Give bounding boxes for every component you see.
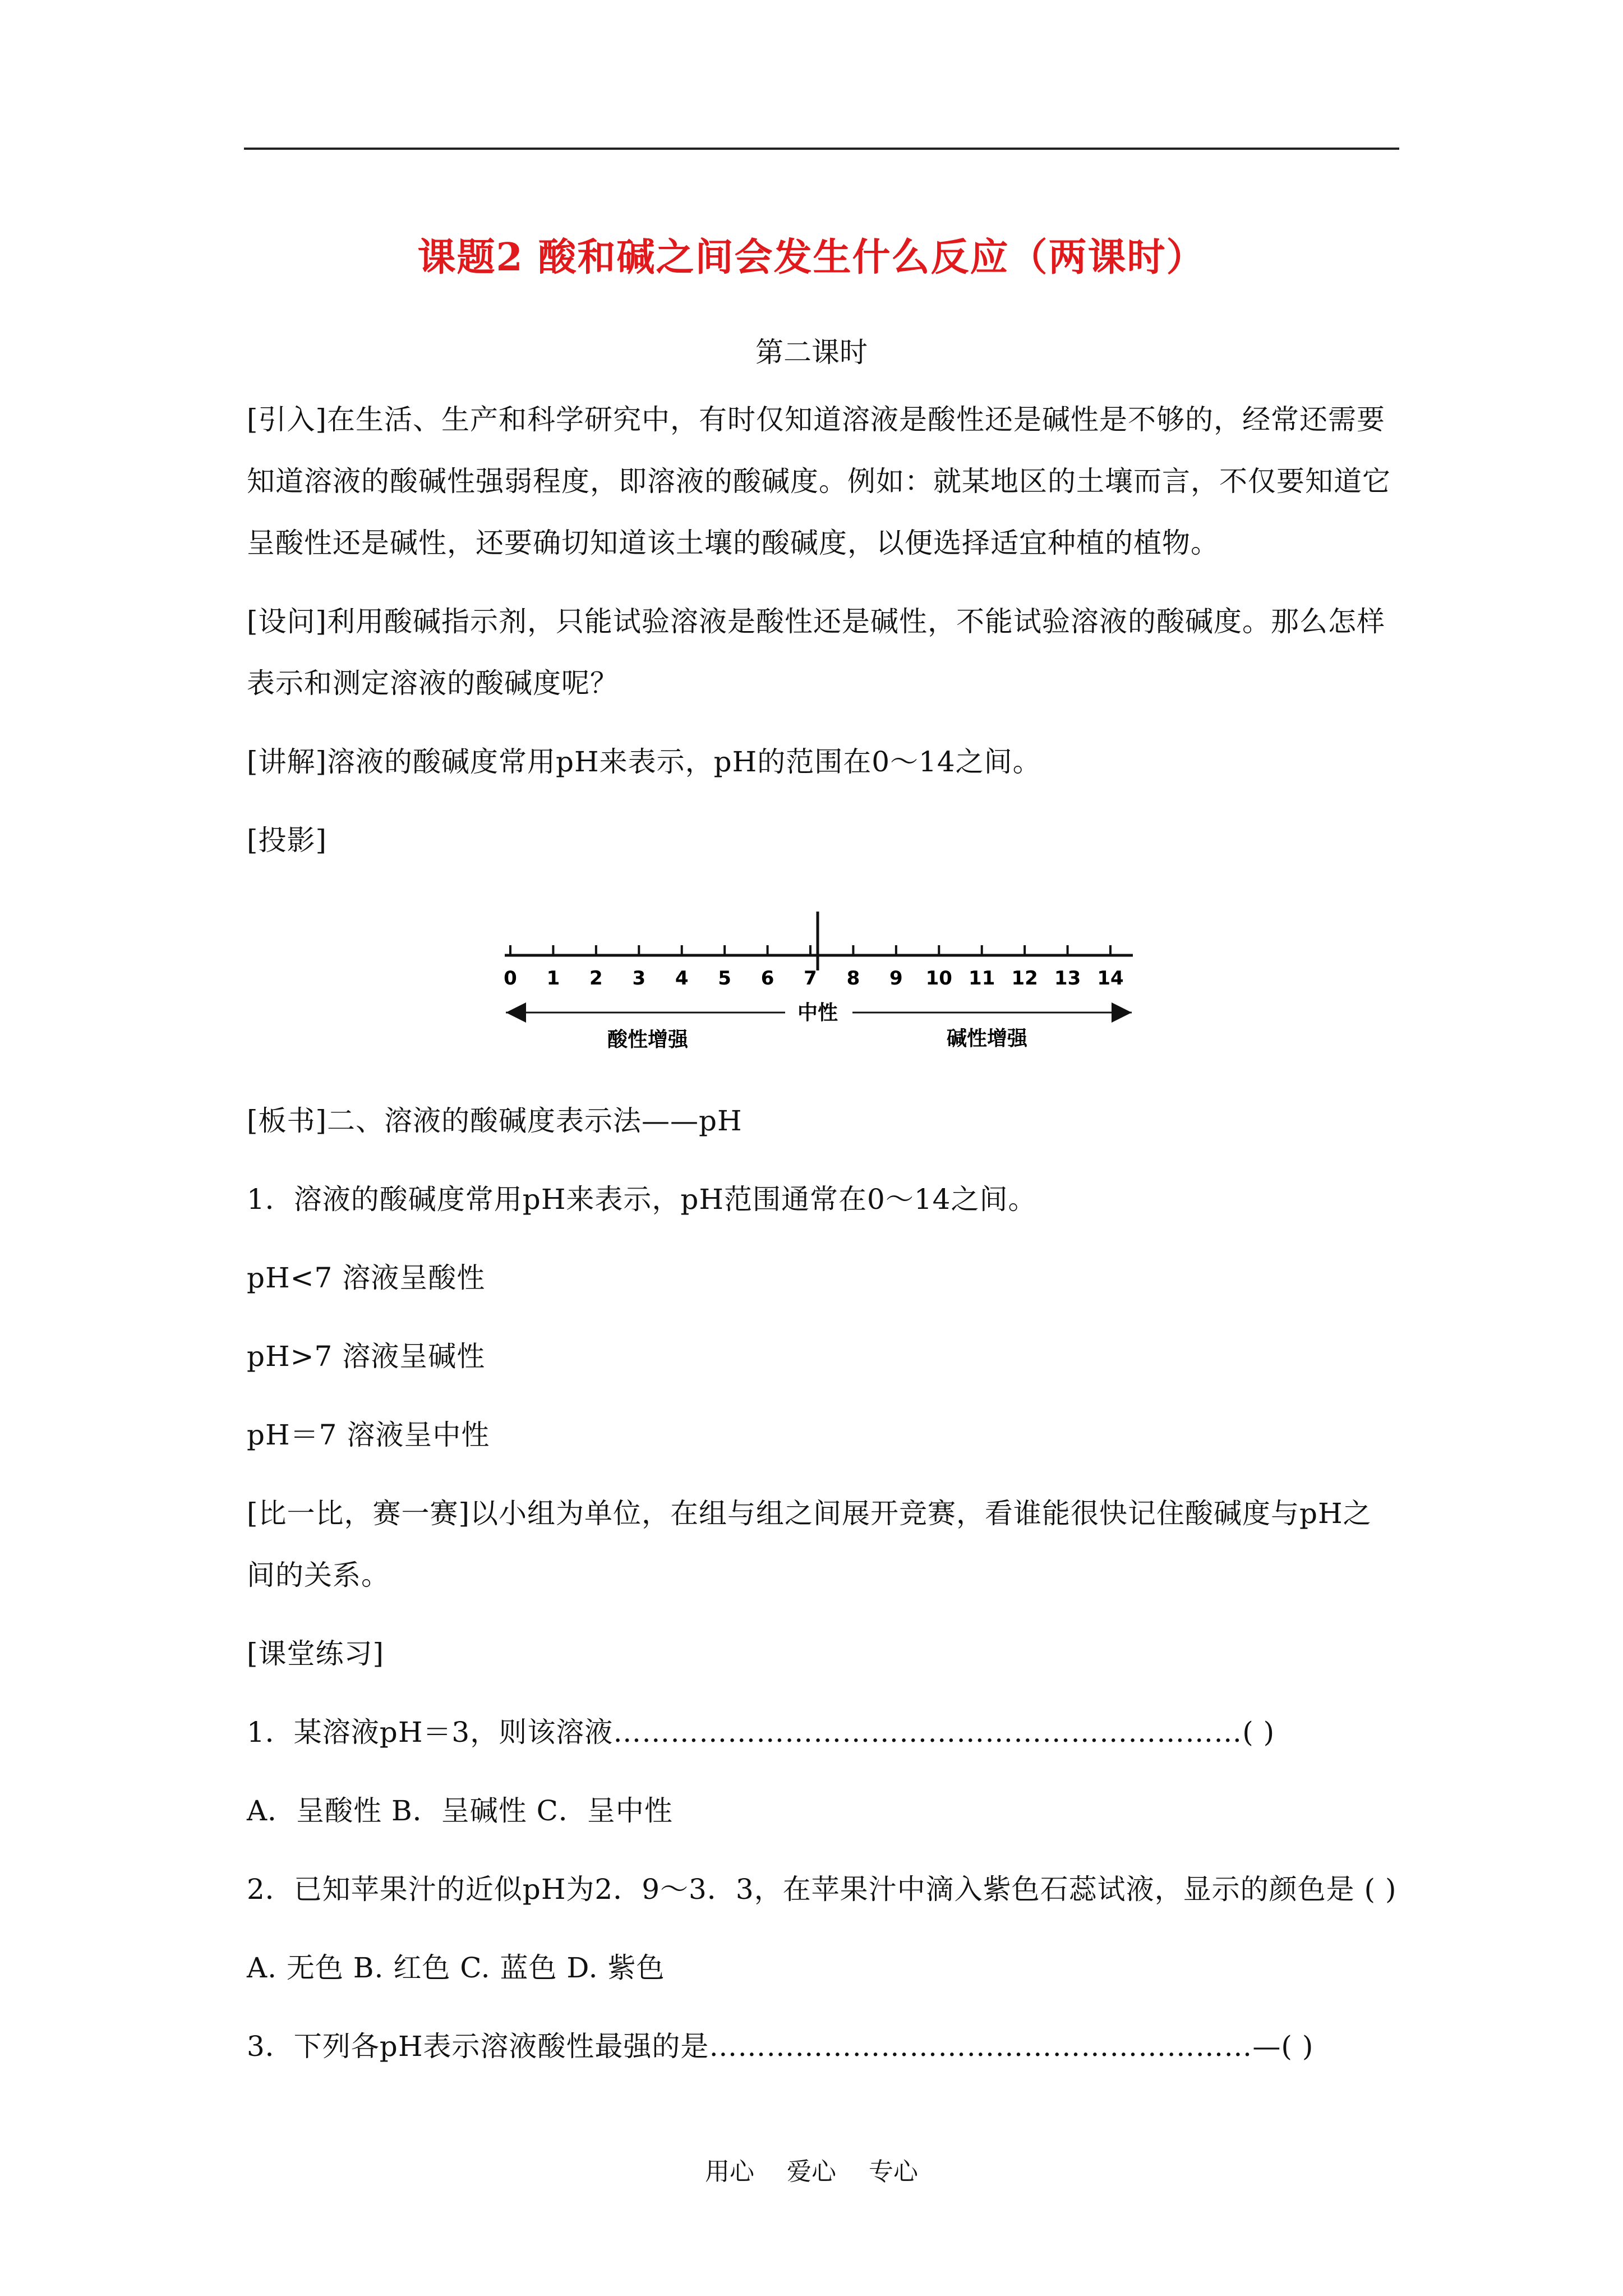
- point-1: 1．溶液的酸碱度常用pH来表示，pH范围通常在0～14之间。: [247, 1183, 1037, 1216]
- question-1-options: A．呈酸性 B．呈碱性 C．呈中性: [247, 1795, 673, 1827]
- contest-line-1: [比一比，赛一赛]以小组为单位，在组与组之间展开竞赛，看谁能很快记住酸碱度与pH之: [247, 1497, 1372, 1530]
- page-footer: [0, 2151, 1623, 2187]
- ph-tick-label-14: 14: [1097, 967, 1124, 990]
- projection-label: [投影]: [247, 824, 328, 857]
- footer-word-3: 专心: [869, 2157, 918, 2186]
- intro-line-1: [引入]在生活、生产和科学研究中，有时仅知道溶液是酸性还是碱性是不够的，经常还需要: [247, 403, 1386, 436]
- contest-line-2: 间的关系。: [247, 1559, 390, 1591]
- ph-tick-label-13: 13: [1054, 967, 1081, 990]
- question-2: 2．已知苹果汁的近似pH为2．9～3．3，在苹果汁中滴入紫色石蕊试液，显示的颜色是 ( ): [247, 1873, 1397, 1906]
- header-rule: [244, 148, 1399, 150]
- ph-tick-label-10: 10: [925, 967, 952, 990]
- question-2-options: A. 无色 B. 红色 C. 蓝色 D. 紫色: [247, 1952, 665, 1984]
- footer-word-2: 爱心: [787, 2157, 836, 2186]
- question-1: 1．某溶液pH＝3，则该溶液…………………………………………………………( ): [247, 1716, 1275, 1749]
- acid-label: 酸性增强: [607, 1028, 689, 1051]
- rule-neutral: pH＝7 溶液呈中性: [247, 1419, 490, 1451]
- board-line: [板书]二、溶液的酸碱度表示法——pH: [247, 1105, 743, 1137]
- ph-tick-label-5: 5: [718, 967, 731, 990]
- ph-tick-label-8: 8: [846, 967, 860, 990]
- exercise-heading: [课堂练习]: [247, 1637, 385, 1670]
- ph-tick-label-2: 2: [589, 967, 603, 990]
- ph-tick-label-3: 3: [632, 967, 646, 990]
- ph-tick-label-7: 7: [804, 967, 817, 990]
- ph-tick-label-1: 1: [546, 967, 560, 990]
- question-3: 3．下列各pH表示溶液酸性最强的是…………………………………………………—( ): [247, 2030, 1314, 2063]
- explain-line: [讲解]溶液的酸碱度常用pH来表示，pH的范围在0～14之间。: [247, 746, 1041, 778]
- ph-tick-label-12: 12: [1011, 967, 1038, 990]
- ph-tick-label-0: 0: [504, 967, 517, 990]
- base-label: 碱性增强: [946, 1027, 1028, 1050]
- intro-line-3: 呈酸性还是碱性，还要确切知道该土壤的酸碱度，以便选择适宜种植的植物。: [247, 527, 1219, 559]
- intro-line-2: 知道溶液的酸碱性强弱程度，即溶液的酸碱度。例如：就某地区的土壤而言，不仅要知道它: [247, 465, 1391, 498]
- ph-scale-diagram: [494, 906, 1155, 1060]
- footer-word-1: 用心: [705, 2157, 754, 2186]
- rule-acid: pH<7 溶液呈酸性: [247, 1262, 486, 1294]
- page-title: 课题2 酸和碱之间会发生什么反应（两课时）: [417, 235, 1206, 280]
- question-line-1: [设问]利用酸碱指示剂，只能试验溶液是酸性还是碱性，不能试验溶液的酸碱度。那么怎样: [247, 605, 1386, 638]
- ph-tick-label-11: 11: [969, 967, 995, 990]
- rule-base: pH>7 溶液呈碱性: [247, 1340, 486, 1373]
- question-line-2: 表示和测定溶液的酸碱度呢？: [247, 667, 619, 700]
- page-subtitle: 第二课时: [755, 336, 868, 369]
- ph-tick-label-6: 6: [760, 967, 774, 990]
- ph-tick-label-4: 4: [675, 967, 689, 990]
- neutral-label: 中性: [797, 1001, 838, 1024]
- ph-tick-label-9: 9: [889, 967, 903, 990]
